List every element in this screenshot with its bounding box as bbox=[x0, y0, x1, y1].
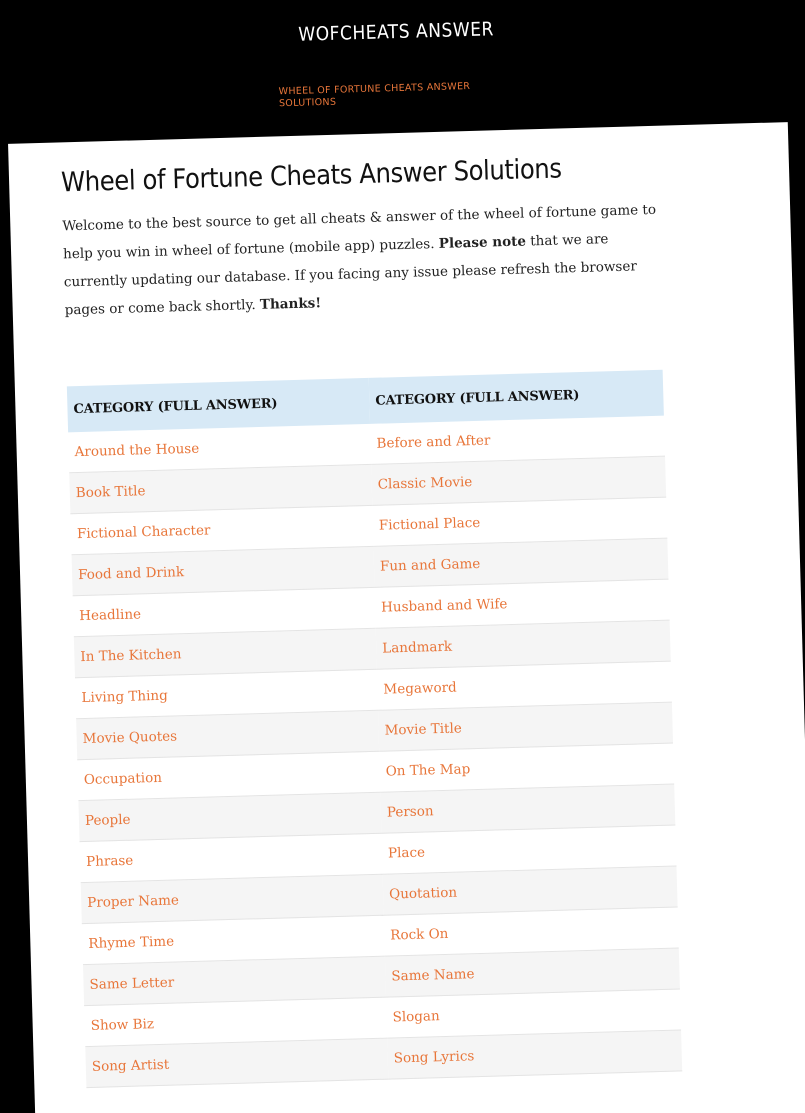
category-link[interactable]: Food and Drink bbox=[77, 564, 185, 584]
category-link[interactable]: Place bbox=[387, 844, 426, 862]
category-link[interactable]: People bbox=[84, 811, 131, 829]
page-title: Wheel of Fortune Cheats Answer Solutions bbox=[60, 153, 563, 199]
category-table bbox=[67, 370, 682, 1088]
category-link[interactable]: Song Artist bbox=[91, 1056, 170, 1075]
category-link[interactable]: Rock On bbox=[390, 925, 449, 944]
nav-link-line-2: SOLUTIONS bbox=[278, 96, 337, 110]
category-link[interactable]: Proper Name bbox=[87, 892, 180, 911]
main-content bbox=[8, 122, 805, 1113]
intro-paragraph bbox=[62, 195, 675, 324]
category-link[interactable]: Movie Title bbox=[384, 720, 463, 739]
category-link[interactable]: Fictional Character bbox=[76, 522, 211, 543]
intro-bold-thanks: Thanks! bbox=[259, 295, 322, 313]
category-link[interactable]: Same Letter bbox=[89, 974, 175, 993]
category-link[interactable]: Rhyme Time bbox=[88, 933, 175, 952]
category-table-body bbox=[68, 416, 682, 1088]
table-cell bbox=[387, 1030, 682, 1079]
category-link[interactable]: Phrase bbox=[85, 852, 134, 870]
category-link[interactable]: Person bbox=[386, 803, 434, 821]
column-header: CATEGORY (FULL ANSWER) bbox=[369, 370, 664, 424]
category-link[interactable]: Movie Quotes bbox=[82, 728, 178, 748]
category-link[interactable]: On The Map bbox=[385, 761, 471, 780]
category-link[interactable]: Occupation bbox=[83, 769, 163, 789]
category-link[interactable]: Quotation bbox=[388, 884, 458, 903]
intro-text-1: Welcome to the best source to get all cheats & answer of the wheel of fortune game to help you win in wheel of fortune (mobile app) puzzles. bbox=[62, 201, 657, 263]
category-link[interactable]: Song Lyrics bbox=[393, 1048, 475, 1067]
site-header bbox=[0, 0, 805, 145]
column-header: CATEGORY (FULL ANSWER) bbox=[67, 378, 370, 432]
intro-text-2: that we are currently updating our database. If you facing any issue please refresh the browser pages or come back shortly. bbox=[63, 231, 638, 319]
category-link[interactable]: Living Thing bbox=[81, 687, 168, 707]
intro-bold-please-note: Please note bbox=[438, 233, 527, 252]
category-link[interactable]: Around the House bbox=[74, 440, 200, 461]
nav-link-wheel-of-fortune-cheats[interactable] bbox=[279, 81, 480, 111]
category-link[interactable]: Fun and Game bbox=[379, 555, 481, 575]
category-link[interactable]: Husband and Wife bbox=[380, 596, 508, 616]
category-link[interactable]: Show Biz bbox=[90, 1016, 155, 1034]
category-link[interactable]: Headline bbox=[79, 606, 142, 625]
category-link[interactable]: Classic Movie bbox=[377, 474, 473, 493]
category-link[interactable]: Megaword bbox=[383, 679, 457, 698]
category-link[interactable]: Same Name bbox=[391, 966, 475, 985]
category-link[interactable]: In The Kitchen bbox=[80, 646, 182, 666]
table-cell bbox=[85, 1038, 388, 1087]
category-link[interactable]: Book Title bbox=[75, 483, 146, 502]
category-link[interactable]: Slogan bbox=[392, 1008, 440, 1026]
category-link[interactable]: Before and After bbox=[376, 432, 491, 452]
site-title-link[interactable]: WOFCHEATS ANSWER bbox=[297, 18, 495, 46]
category-link[interactable]: Landmark bbox=[382, 638, 453, 657]
category-link[interactable]: Fictional Place bbox=[378, 514, 481, 534]
nav-link-line-1: WHEEL OF FORTUNE CHEATS ANSWER bbox=[278, 80, 471, 98]
